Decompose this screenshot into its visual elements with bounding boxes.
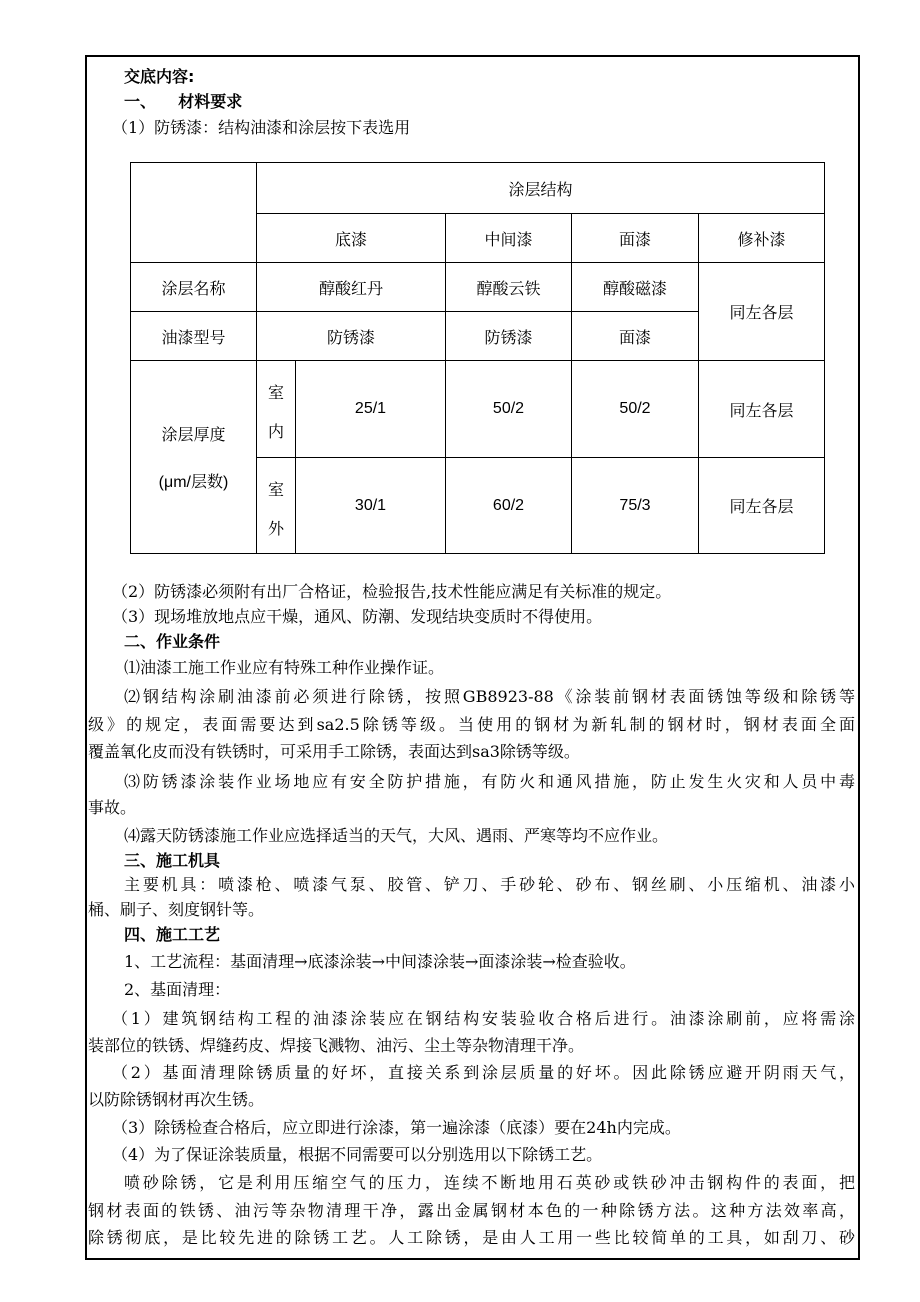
thickness-unit: (μm/层数) bbox=[158, 474, 229, 491]
table-cell: 50/2 bbox=[572, 361, 699, 458]
paragraph: 1、工艺流程：基面清理→底漆涂装→中间漆涂装→面漆涂装→检查验收。 bbox=[124, 952, 636, 971]
table-cell: 防锈漆 bbox=[446, 312, 572, 361]
paragraph: 除锈彻底，是比较先进的除锈工艺。人工除锈，是由人工用一些比较简单的工具，如刮刀、砂 bbox=[88, 1228, 855, 1247]
table-cell: 防锈漆 bbox=[257, 312, 446, 361]
table-col-header: 底漆 bbox=[257, 214, 446, 263]
paragraph: 桶、刷子、刻度钢针等。 bbox=[88, 900, 265, 919]
sub-label-char: 内 bbox=[267, 424, 284, 441]
paragraph: ⑶防锈漆涂装作业场地应有安全防护措施，有防火和通风措施，防止发生火灾和人员中毒 bbox=[124, 772, 855, 791]
table-cell: 醇酸磁漆 bbox=[572, 263, 699, 312]
table-cell: 60/2 bbox=[446, 458, 572, 554]
table-cell: 75/3 bbox=[572, 458, 699, 554]
paragraph: （1）建筑钢结构工程的油漆涂装应在钢结构安装验收合格后进行。油漆涂刷前，应将需涂 bbox=[112, 1009, 855, 1028]
table-cell: 醇酸云铁 bbox=[446, 263, 572, 312]
paragraph: （4）为了保证涂装质量，根据不同需要可以分别选用以下除锈工艺。 bbox=[112, 1145, 603, 1164]
heading: 交底内容: bbox=[124, 67, 195, 86]
table-col-header: 面漆 bbox=[572, 214, 699, 263]
row-label: 涂层名称 bbox=[131, 263, 257, 312]
paragraph: ⑷露天防锈漆施工作业应选择适当的天气，大风、遇雨、严寒等均不应作业。 bbox=[124, 826, 669, 845]
paragraph: （2）基面清理除锈质量的好坏，直接关系到涂层质量的好坏。因此除锈应避开阴雨天气， bbox=[112, 1063, 855, 1082]
sub-label bbox=[257, 458, 296, 554]
paragraph: 主要机具：喷漆枪、喷漆气泵、胶管、铲刀、手砂轮、砂布、钢丝刷、小压缩机、油漆小 bbox=[124, 875, 855, 894]
table-cell: 30/1 bbox=[296, 458, 446, 554]
table-col-header: 中间漆 bbox=[446, 214, 572, 263]
row-label bbox=[131, 361, 257, 554]
paragraph: ⑴油漆工施工作业应有特殊工种作业操作证。 bbox=[124, 658, 445, 677]
table-cell: 同左各层 bbox=[699, 458, 825, 554]
table-cell: 50/2 bbox=[446, 361, 572, 458]
paragraph: 以防除锈钢材再次生锈。 bbox=[88, 1090, 265, 1109]
sub-label bbox=[257, 361, 296, 458]
paragraph: 钢材表面的铁锈、油污等杂物清理干净，露出金属钢材本色的一种除锈方法。这种方法效率高， bbox=[88, 1201, 855, 1220]
paragraph: 覆盖氧化皮而没有铁锈时，可采用手工除锈，表面达到sa3除锈等级。 bbox=[88, 742, 580, 761]
sub-label-char: 室 bbox=[267, 385, 284, 402]
paragraph: ⑵钢结构涂刷油漆前必须进行除锈，按照GB8923-88《涂装前钢材表面锈蚀等级和除锈等 bbox=[124, 687, 855, 706]
paragraph: 装部位的铁锈、焊缝药皮、焊接飞溅物、油污、尘土等杂物清理干净。 bbox=[88, 1036, 585, 1055]
paragraph: （3）除锈检查合格后，应立即进行涂漆，第一遍涂漆（底漆）要在24h内完成。 bbox=[112, 1118, 681, 1137]
table-cell: 醇酸红丹 bbox=[257, 263, 446, 312]
sub-label-char: 外 bbox=[267, 520, 284, 538]
section-title: 三、施工机具 bbox=[124, 851, 221, 870]
paragraph: 2、基面清理： bbox=[124, 980, 231, 999]
table-cell: 面漆 bbox=[572, 312, 699, 361]
paragraph: （1）防锈漆：结构油漆和涂层按下表选用 bbox=[112, 118, 411, 137]
table-cell: 同左各层 bbox=[699, 263, 825, 361]
paragraph: （3）现场堆放地点应干燥，通风、防潮、发现结块变质时不得使用。 bbox=[112, 607, 603, 626]
table-col-header: 修补漆 bbox=[699, 214, 825, 263]
table-corner-cell bbox=[131, 163, 257, 263]
section-title: 一、 材料要求 bbox=[124, 92, 243, 111]
paragraph: 喷砂除锈，它是利用压缩空气的压力，连续不断地用石英砂或铁砂冲击钢构件的表面，把 bbox=[124, 1173, 855, 1192]
section-title: 二、作业条件 bbox=[124, 632, 221, 651]
paragraph: 级》的规定，表面需要达到sa2.5除锈等级。当使用的钢材为新轧制的钢材时，钢材表面全面 bbox=[88, 715, 855, 734]
thickness-label: 涂层厚度 bbox=[161, 427, 226, 444]
section-title: 四、施工工艺 bbox=[124, 925, 221, 944]
coating-table bbox=[130, 162, 825, 554]
table-cell: 同左各层 bbox=[699, 361, 825, 458]
sub-label-char: 室 bbox=[267, 481, 284, 499]
table-cell: 25/1 bbox=[296, 361, 446, 458]
paragraph: 事故。 bbox=[88, 798, 137, 817]
table-group-header: 涂层结构 bbox=[257, 163, 825, 214]
paragraph: （2）防锈漆必须附有出厂合格证，检验报告,技术性能应满足有关标准的规定。 bbox=[112, 582, 672, 601]
row-label: 油漆型号 bbox=[131, 312, 257, 361]
